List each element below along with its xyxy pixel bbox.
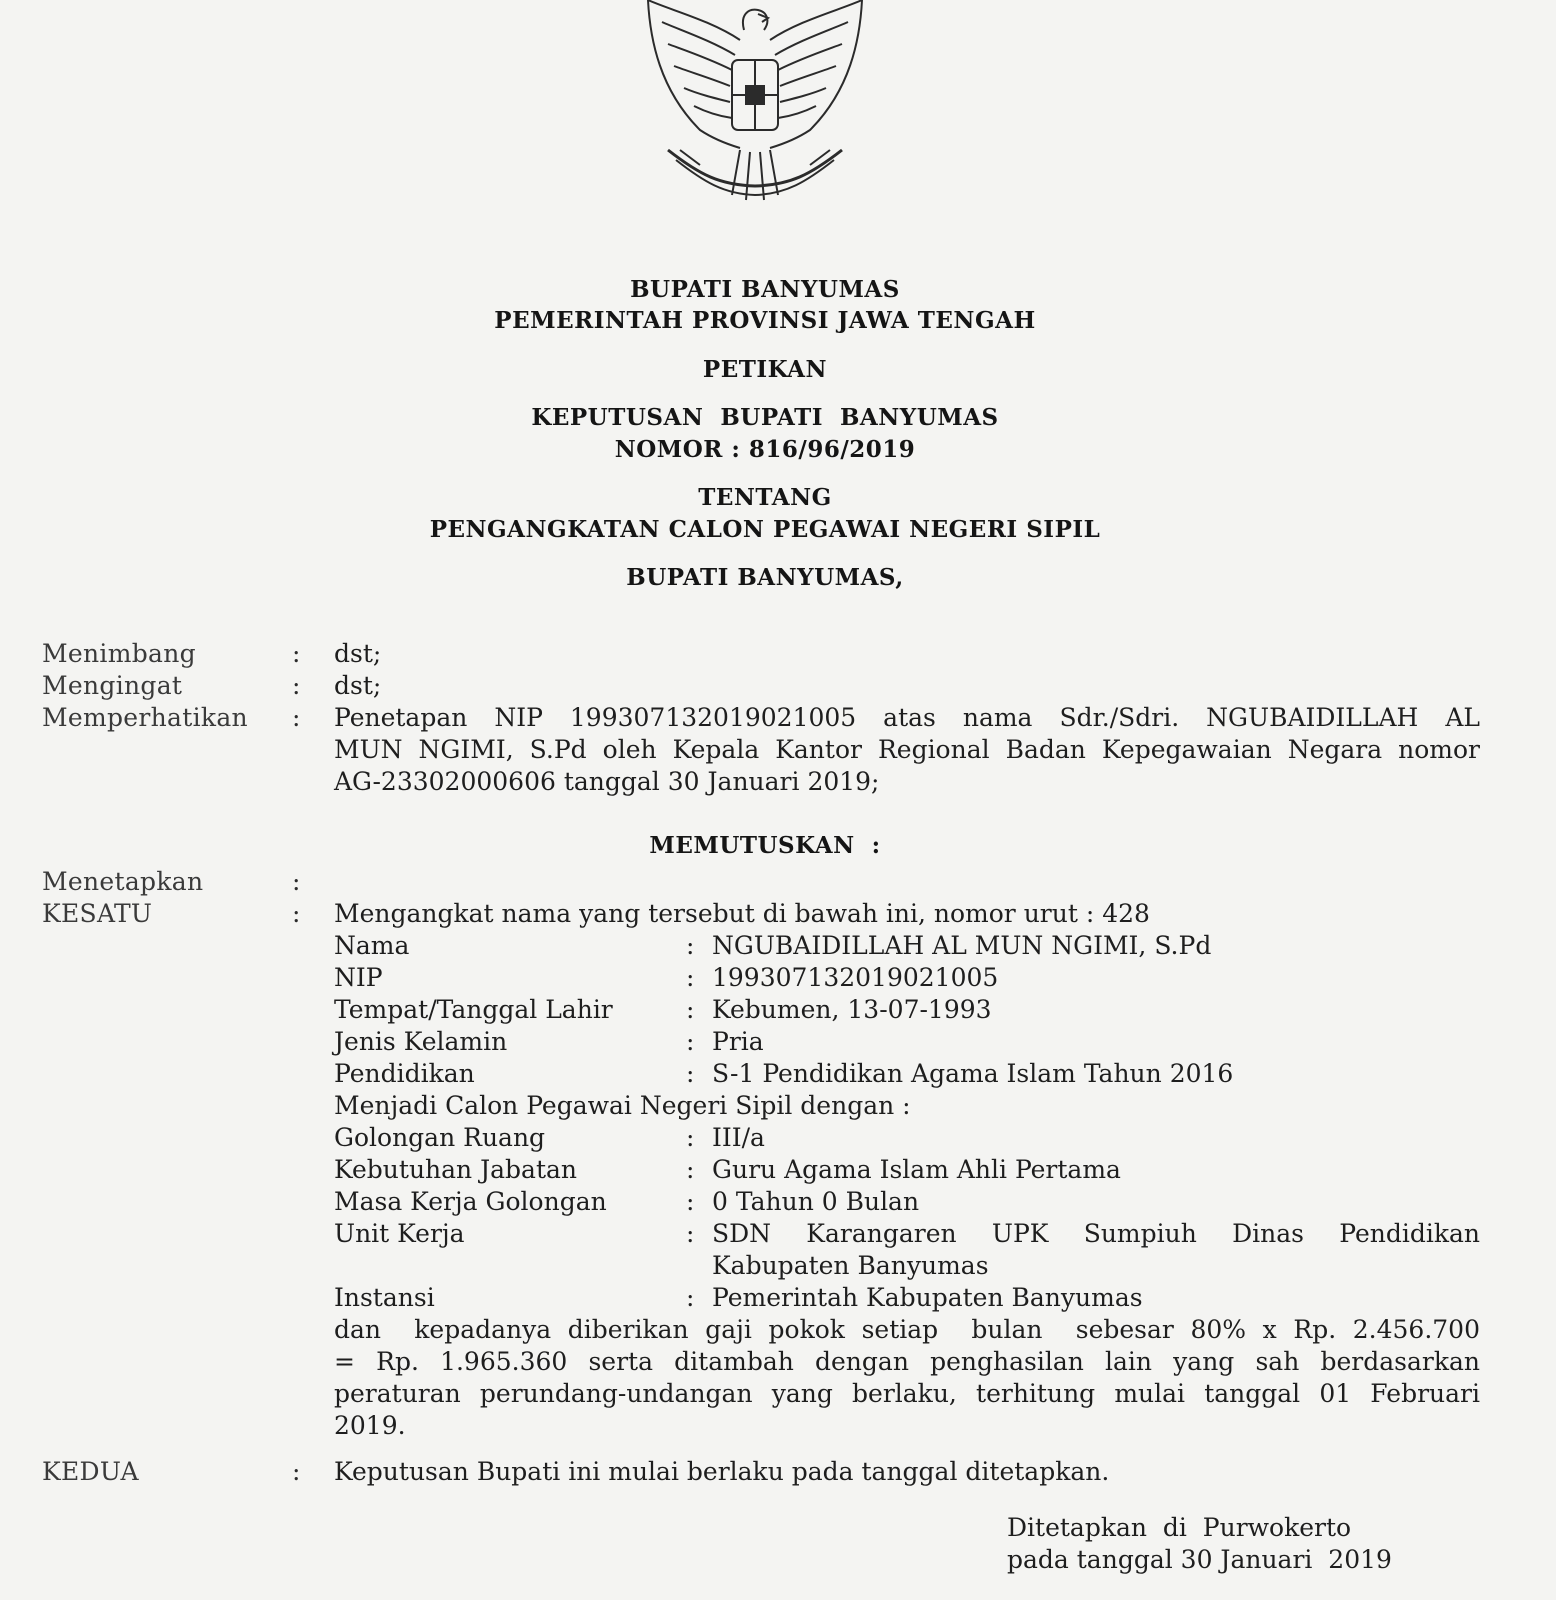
field-value-instansi: Pemerintah Kabupaten Banyumas bbox=[712, 1283, 1143, 1312]
header-petikan: PETIKAN bbox=[702, 356, 828, 383]
mengingat-value: dst; bbox=[334, 671, 382, 700]
kesatu-intro: Mengangkat nama yang tersebut di bawah ini, nomor urut : 428 bbox=[334, 899, 1150, 928]
mengingat-label: Mengingat bbox=[42, 671, 183, 700]
field-value-nama: NGUBAIDILLAH AL MUN NGIMI, S.Pd bbox=[712, 931, 1212, 960]
memperhatikan-text bbox=[334, 702, 1480, 798]
colon: : bbox=[686, 1059, 695, 1088]
colon: : bbox=[686, 1123, 695, 1152]
colon: : bbox=[292, 1457, 301, 1486]
gaji-line: = Rp. 1.965.360 serta ditambah dengan penghasilan lain yang sah berdasarkan bbox=[334, 1347, 1480, 1376]
field-value-jenis-kelamin: Pria bbox=[712, 1027, 764, 1056]
colon: : bbox=[686, 1187, 695, 1216]
colon: : bbox=[292, 899, 301, 928]
header-keputusan: KEPUTUSAN BUPATI BANYUMAS bbox=[531, 404, 999, 431]
field-label-instansi: Instansi bbox=[334, 1283, 435, 1312]
field-label-ttl: Tempat/Tanggal Lahir bbox=[334, 995, 613, 1024]
gaji-paragraph bbox=[334, 1314, 1480, 1442]
field-value-masa-kerja: 0 Tahun 0 Bulan bbox=[712, 1187, 920, 1216]
memperhatikan-label: Memperhatikan bbox=[42, 703, 248, 732]
colon: : bbox=[292, 671, 301, 700]
memutuskan-heading: MEMUTUSKAN : bbox=[649, 832, 881, 859]
colon: : bbox=[292, 703, 301, 732]
memperhatikan-line: AG-23302000606 tanggal 30 Januari 2019; bbox=[334, 767, 880, 796]
garuda-emblem-icon bbox=[640, 0, 870, 225]
colon: : bbox=[686, 1027, 695, 1056]
menimbang-label: Menimbang bbox=[42, 639, 196, 668]
gaji-line: dan kepadanya diberikan gaji pokok setiap bulan sebesar 80% x Rp. 2.456.700 bbox=[334, 1315, 1480, 1344]
header-tentang: TENTANG bbox=[698, 484, 832, 511]
field-value-unit-kerja-2: Kabupaten Banyumas bbox=[712, 1251, 989, 1280]
colon: : bbox=[686, 963, 695, 992]
field-value-unit-kerja: SDN Karangaren UPK Sumpiuh Dinas Pendidikan bbox=[712, 1219, 1480, 1248]
memperhatikan-line: MUN NGIMI, S.Pd oleh Kepala Kantor Regional Badan Kepegawaian Negara nomor bbox=[334, 735, 1480, 764]
gaji-line: 2019. bbox=[334, 1411, 406, 1440]
colon: : bbox=[292, 867, 301, 896]
header-issuer: BUPATI BANYUMAS, bbox=[626, 564, 904, 591]
gaji-line: peraturan perundang-undangan yang berlaku, terhitung mulai tanggal 01 Februari bbox=[334, 1379, 1480, 1408]
header-line-1: BUPATI BANYUMAS bbox=[630, 276, 900, 303]
field-label-jenis-kelamin: Jenis Kelamin bbox=[334, 1027, 508, 1056]
colon: : bbox=[292, 639, 301, 668]
kesatu-label: KESATU bbox=[42, 899, 153, 928]
menetapkan-label: Menetapkan bbox=[42, 867, 204, 896]
field-label-golongan: Golongan Ruang bbox=[334, 1123, 546, 1152]
signature-date: pada tanggal 30 Januari 2019 bbox=[1007, 1545, 1392, 1574]
colon: : bbox=[686, 931, 695, 960]
field-label-nama: Nama bbox=[334, 931, 410, 960]
kedua-label: KEDUA bbox=[42, 1457, 139, 1486]
field-label-pendidikan: Pendidikan bbox=[334, 1059, 475, 1088]
field-label-jabatan: Kebutuhan Jabatan bbox=[334, 1155, 577, 1184]
field-value-nip: 199307132019021005 bbox=[712, 963, 999, 992]
kedua-value: Keputusan Bupati ini mulai berlaku pada tanggal ditetapkan. bbox=[334, 1457, 1110, 1486]
field-value-ttl: Kebumen, 13-07-1993 bbox=[712, 995, 992, 1024]
field-label-unit-kerja: Unit Kerja bbox=[334, 1219, 465, 1248]
field-value-golongan: III/a bbox=[712, 1123, 765, 1152]
field-label-nip: NIP bbox=[334, 963, 383, 992]
field-label-masa-kerja: Masa Kerja Golongan bbox=[334, 1187, 607, 1216]
kesatu-intro-2: Menjadi Calon Pegawai Negeri Sipil dengan : bbox=[334, 1091, 911, 1120]
header-line-2: PEMERINTAH PROVINSI JAWA TENGAH bbox=[494, 307, 1036, 334]
colon: : bbox=[686, 1155, 695, 1184]
field-value-pendidikan: S-1 Pendidikan Agama Islam Tahun 2016 bbox=[712, 1059, 1234, 1088]
memperhatikan-line: Penetapan NIP 199307132019021005 atas nama Sdr./Sdri. NGUBAIDILLAH AL bbox=[334, 703, 1480, 732]
signature-place: Ditetapkan di Purwokerto bbox=[1007, 1513, 1352, 1542]
colon: : bbox=[686, 1219, 695, 1248]
colon: : bbox=[686, 1283, 695, 1312]
colon: : bbox=[686, 995, 695, 1024]
header-nomor: NOMOR : 816/96/2019 bbox=[614, 436, 916, 463]
menimbang-value: dst; bbox=[334, 639, 382, 668]
header-subject: PENGANGKATAN CALON PEGAWAI NEGERI SIPIL bbox=[429, 516, 1101, 543]
field-value-jabatan: Guru Agama Islam Ahli Pertama bbox=[712, 1155, 1121, 1184]
